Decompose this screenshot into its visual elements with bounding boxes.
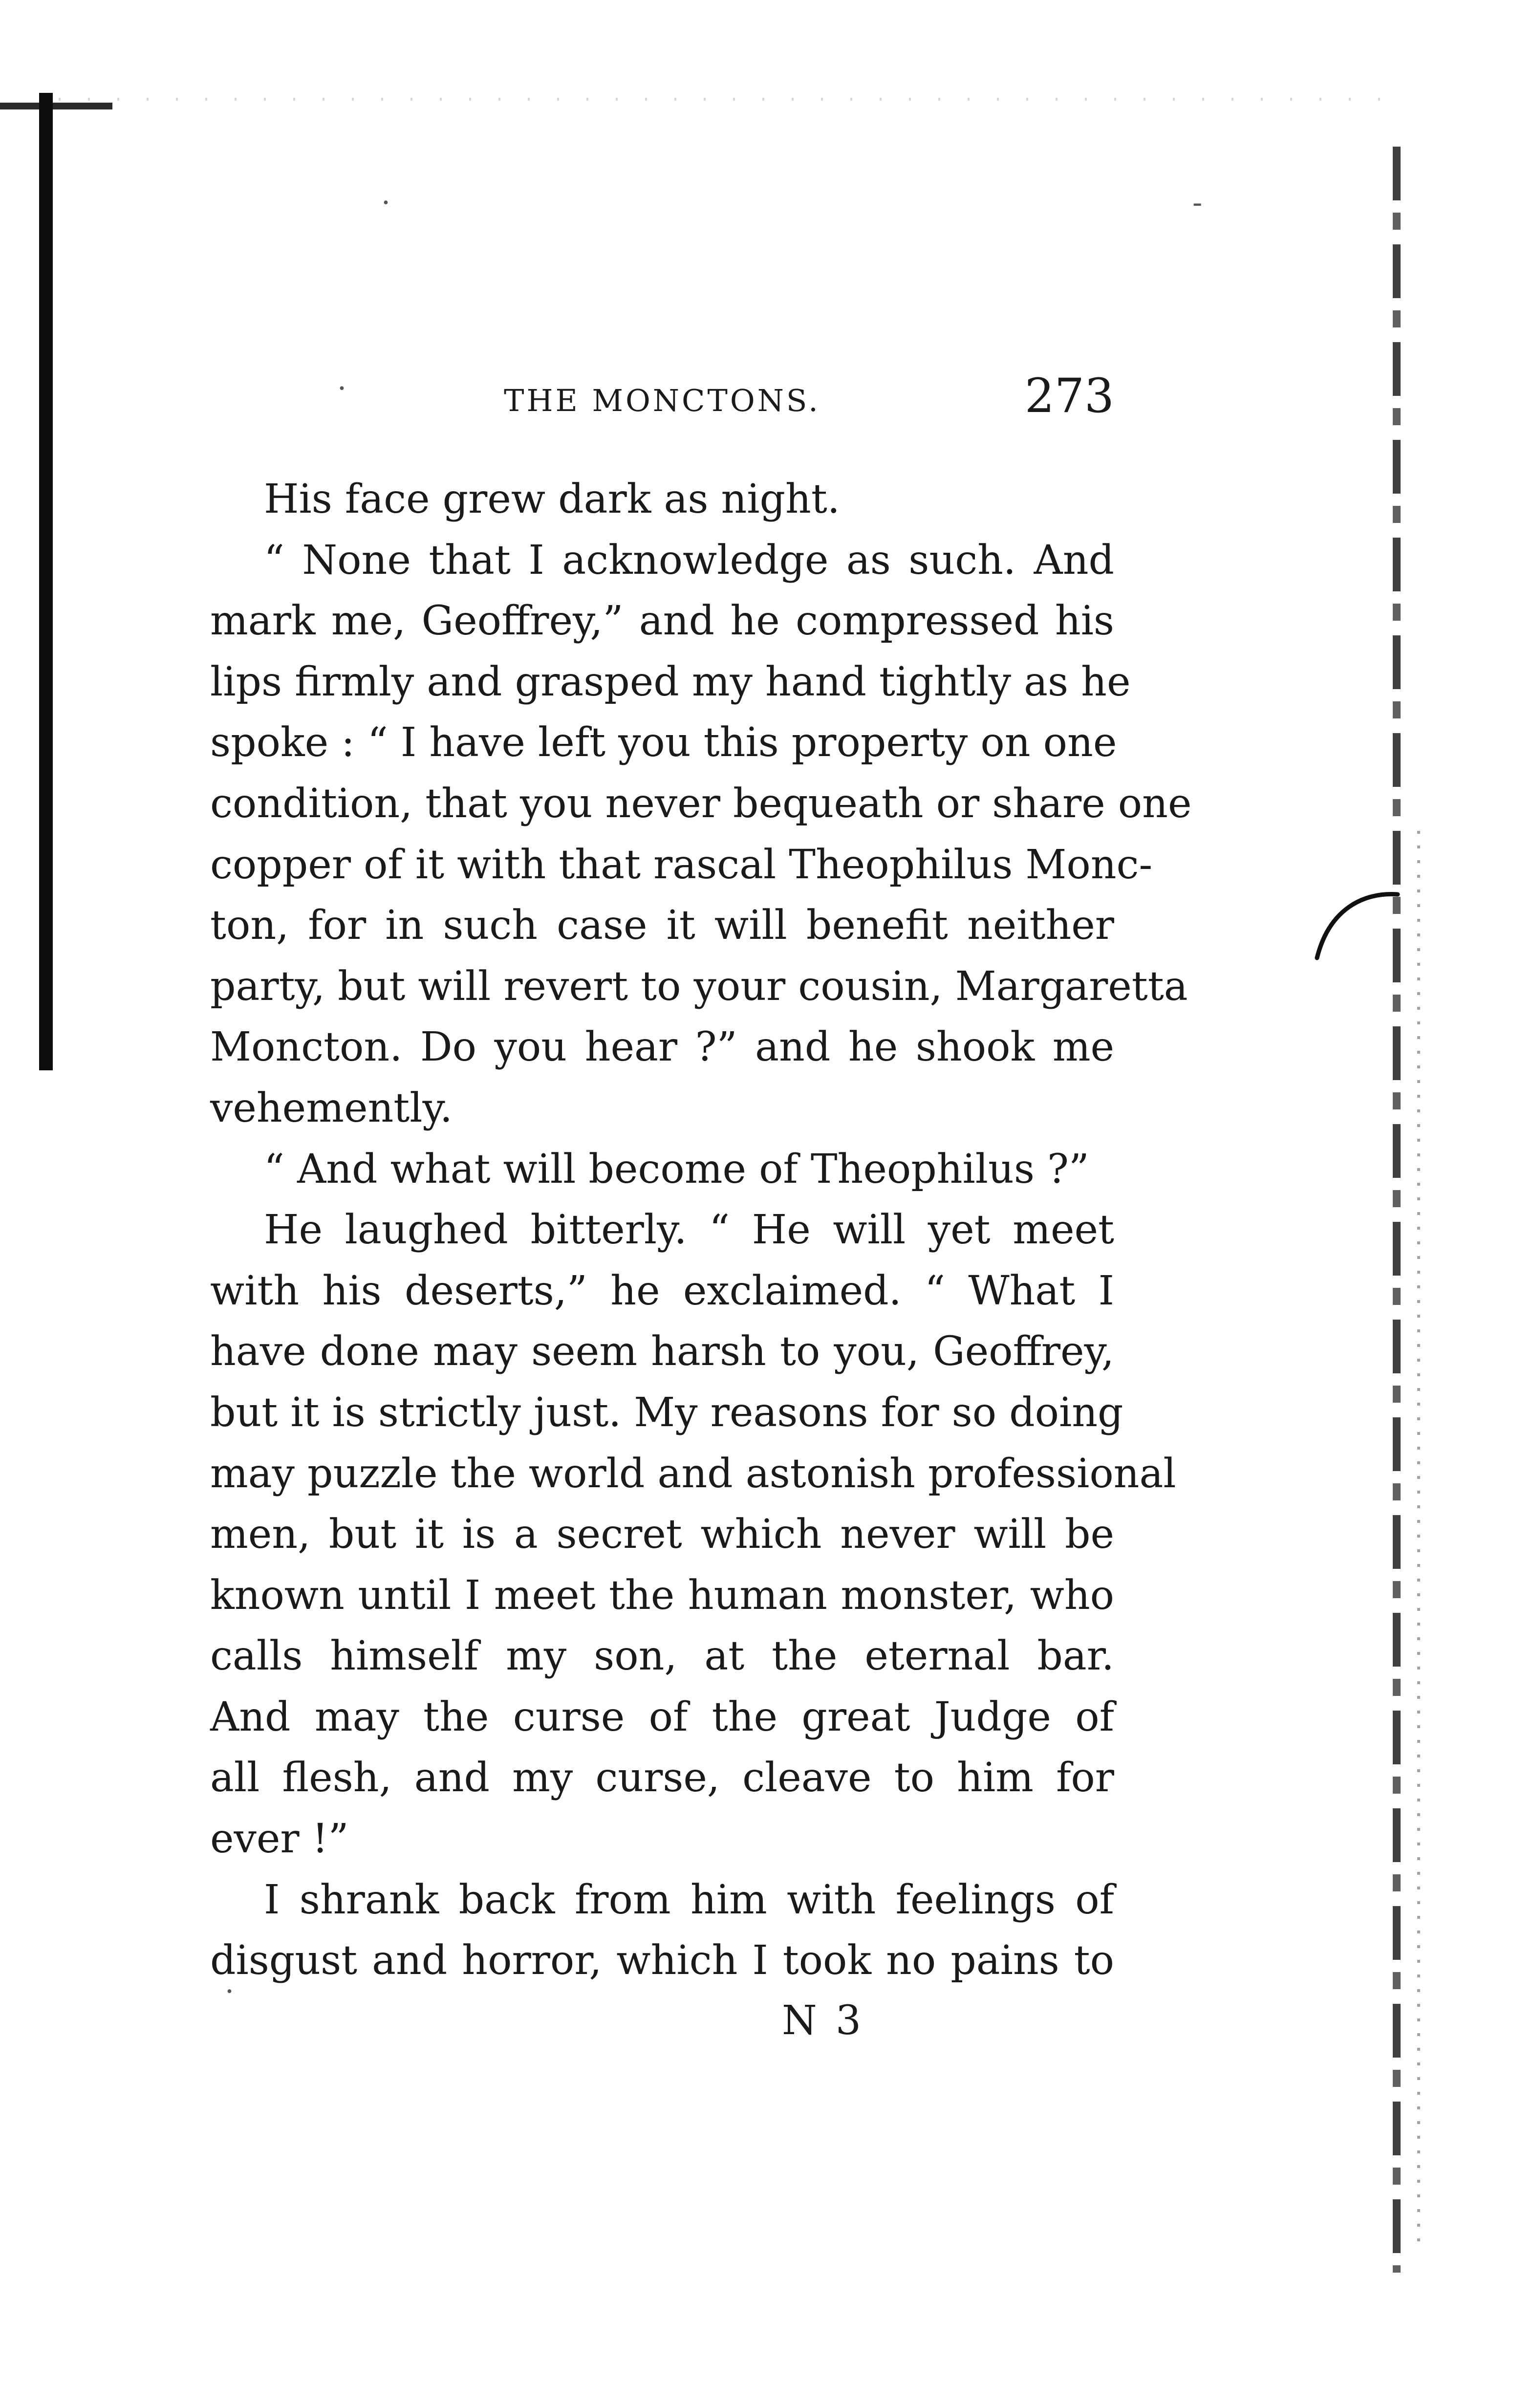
- text-line: but it is strictly just. My reasons for so doing: [210, 1389, 1123, 1436]
- text-line: calls himself my son, at the eternal bar.: [210, 1633, 1114, 1680]
- scan-edge-mark: [0, 103, 112, 109]
- text-line: “ None that I acknowledge as such. And: [264, 537, 1114, 584]
- body-text: [210, 469, 1192, 1992]
- text-line: His face grew dark as night.: [264, 476, 840, 522]
- stray-mark: ·: [225, 1974, 235, 2009]
- page-number: 273: [1024, 369, 1114, 423]
- text-line: all flesh, and my curse, cleave to him for: [210, 1755, 1114, 1801]
- stray-curve-mark: [1310, 889, 1403, 968]
- text-line: party, but will revert to your cousin, Margaretta: [210, 963, 1188, 1010]
- running-title: THE MONCTONS.: [504, 383, 820, 418]
- text-line: may puzzle the world and astonish professional: [210, 1450, 1176, 1497]
- binding-shadow-right: [1393, 147, 1401, 2273]
- text-line: have done may seem harsh to you, Geoffrey,: [210, 1328, 1114, 1375]
- text-line: disgust and horror, which I took no pains to: [210, 1937, 1114, 1984]
- text-line: mark me, Geoffrey,” and he compressed his: [210, 598, 1114, 645]
- text-line: ton, for in such case it will benefit neither: [210, 902, 1114, 949]
- scan-speckle-top: [59, 98, 1403, 101]
- text-line: men, but it is a secret which never will be: [210, 1511, 1114, 1558]
- text-line: copper of it with that rascal Theophilus Monc-: [210, 841, 1153, 888]
- text-line: “ And what will become of Theophilus ?”: [264, 1146, 1089, 1193]
- binding-shadow-left: [39, 93, 53, 1070]
- text-line: ever !”: [210, 1816, 349, 1863]
- signature-mark: N 3: [782, 1997, 864, 2044]
- text-line: Moncton. Do you hear ?” and he shook me: [210, 1024, 1114, 1071]
- stray-mark: ·: [381, 186, 391, 220]
- text-line: I shrank back from him with feelings of: [264, 1876, 1114, 1923]
- text-line: vehemently.: [210, 1085, 453, 1131]
- text-line: known until I meet the human monster, who: [210, 1572, 1114, 1619]
- stray-mark: ·: [337, 371, 347, 406]
- text-line: condition, that you never bequeath or share one: [210, 780, 1192, 827]
- text-line: lips firmly and grasped my hand tightly as he: [210, 658, 1131, 705]
- text-line: with his deserts,” he exclaimed. “ What I: [210, 1267, 1114, 1314]
- running-head: [210, 371, 1114, 425]
- text-line: He laughed bitterly. “ He will yet meet: [264, 1207, 1114, 1254]
- scan-speckle-right: [1417, 831, 1420, 2248]
- text-line: And may the curse of the great Judge of: [210, 1693, 1114, 1740]
- text-line: spoke : “ I have left you this property on one: [210, 719, 1117, 766]
- stray-mark: -: [1192, 186, 1203, 220]
